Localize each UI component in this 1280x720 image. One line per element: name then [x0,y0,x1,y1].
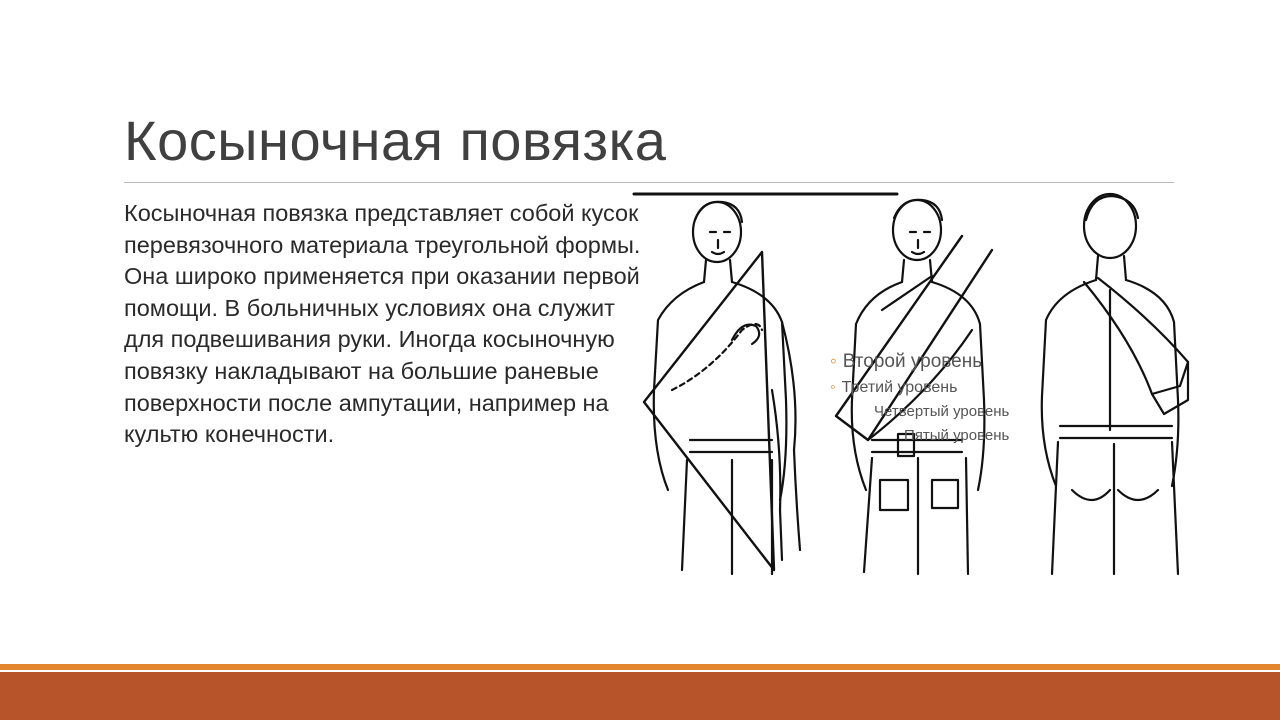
body-paragraph: Косыночная повязка представляет собой кусок перевязочного материала треугольной формы. Она широко применяется при оказании первой помощи. В больничных условиях она служит для подвешивания руки. Иногда косыночную повязку накладывают на большие раневые поверхности после ампутации, например на культю конечности. [124,200,641,448]
outline-placeholder-list [830,348,1009,448]
bullet-icon: ◦ [830,379,836,396]
outline-level-4-text: Четвертый уровень [874,403,1010,420]
outline-level-3 [830,376,1009,400]
outline-level-4 [830,400,1009,424]
slide-title: Косыночная повязка [124,109,667,172]
outline-level-2 [830,348,1009,376]
figure-back [1042,194,1188,574]
outline-level-3-text: Третий уровень [841,379,958,396]
outline-level-5 [830,424,1009,448]
bullet-icon: ◦ [830,351,837,372]
footer-accent-line [0,664,1280,670]
title-divider [124,182,1174,183]
outline-level-5-text: Пятый уровень [904,427,1010,444]
footer-band [0,672,1280,720]
outline-level-2-text: Второй уровень [842,351,983,372]
figure-front-1 [644,202,800,574]
